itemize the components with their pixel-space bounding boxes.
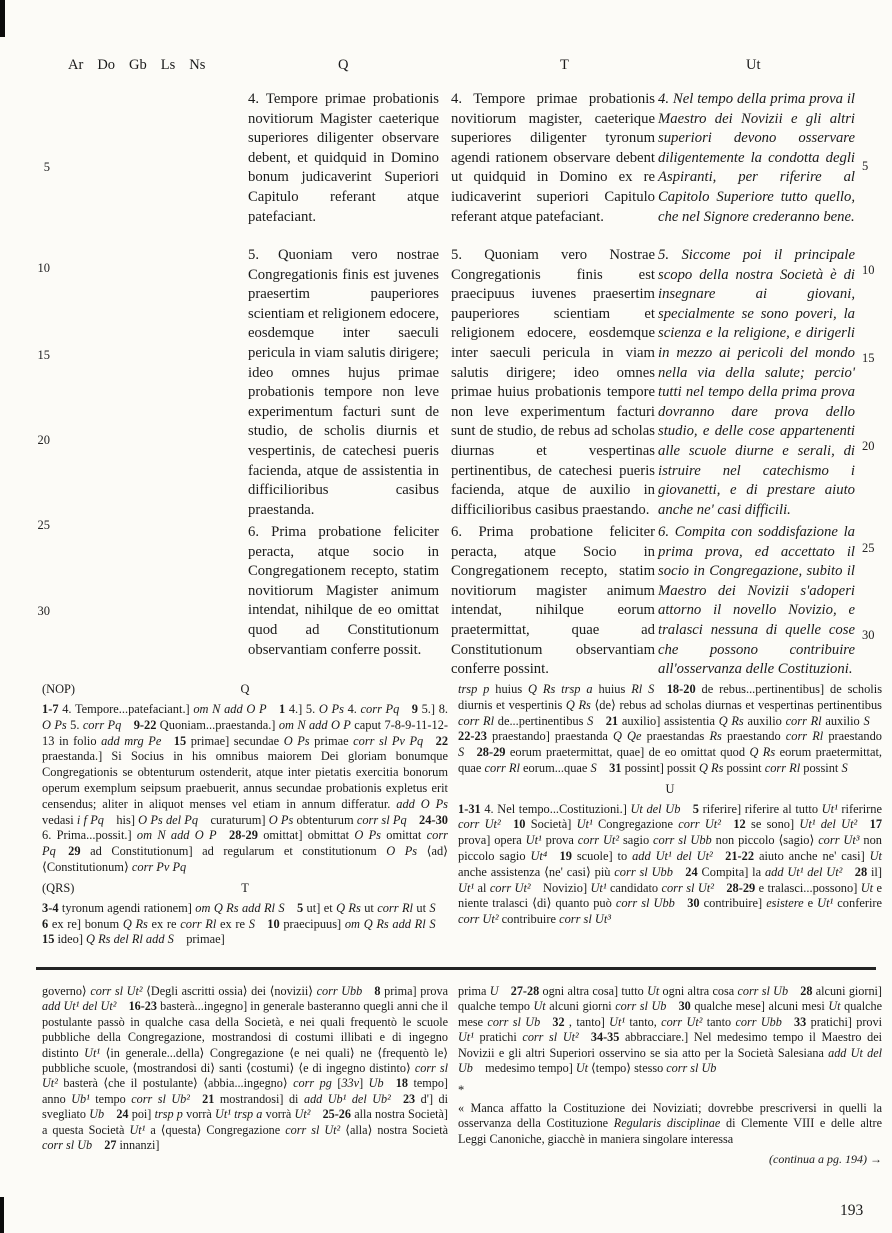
column-header-t: T bbox=[560, 57, 569, 73]
footer-apparatus-left bbox=[42, 984, 448, 1153]
page-number: 193 bbox=[840, 1202, 864, 1219]
line-number-right-15: 15 bbox=[862, 351, 875, 365]
manuscript-group-label-qrs: (QRS) bbox=[42, 880, 75, 895]
q-paragraph-4: 4. Tempore primae probationis novitiorum Magister caeterique superiores diligenter observare debent, et quidquid in Domino bonum judicaverint Superiori Capitulo referant atque patefaciant. bbox=[248, 91, 439, 225]
line-number-right-5: 5 bbox=[862, 159, 869, 173]
line-number-left-30: 30 bbox=[37, 604, 50, 618]
line-number-right-25: 25 bbox=[862, 541, 875, 555]
column-header-ut: Ut bbox=[746, 57, 761, 73]
scan-artifact-top bbox=[0, 0, 5, 37]
line-number-left-25: 25 bbox=[37, 518, 50, 532]
footnote-text: « Manca affatto la Costituzione dei Noviziati; dovrebbe prescriversi in quelli la osservanza della Costituzione Regularis disciplinae di Clemente VIII e delle altre Leggi Canoniche, giacchè in maniera singolare interessa bbox=[458, 1100, 882, 1146]
apparatus-siglum-q: Q bbox=[240, 682, 250, 696]
apparatus-t-entries-continued: trsp p huius Q Rs trsp a huius Rl S 18-20 de rebus...pertinentibus] de scholis diurnis et vespertinis Q Rs ⟨de⟩ rebus ad scholas diurnas et vespertinas pertinentibus corr Rl de...pertinentibus S 21 auxilio] assistentia Q Rs auxilio corr Rl auxilio S 22-23 praestando] praestanda Q Qe praestandas Rs praestando corr Rl praestando S 28-29 eorum praetermittat, quae] de eo omittat quod Q Rs eorum praetermittat, quae corr Rl eorum...quae S 31 possint] possit Q Rs possint corr Rl possint S bbox=[458, 682, 883, 775]
line-number-left-20: 20 bbox=[37, 433, 50, 447]
t-paragraph-4: 4. Tempore primae probationis novitiorum magister, caeterique superiores diligenter tyronum agendi rationem observare debent ut quidquid in Domino ex re iudicaverint superiori Capitulo referant atque patefaciant. bbox=[451, 91, 655, 225]
footer-apparatus-right bbox=[458, 984, 882, 1167]
apparatus-right-column bbox=[458, 682, 882, 928]
apparatus-q-entries: 1-7 4. Tempore...patefaciant.] om N add O P 1 4.] 5. O Ps 4. corr Pq 9 5.] 8. O Ps 5. corr Pq 9-22 Quoniam...praestanda.] om N add O P caput 7-8-9-11-12-13 in folio add mrg Pe 15 primae] secundae O Ps primae corr sl Pv Pq 22 praestanda.] Si Socius in his omnibus maiorem Dei gloriam bonumque Congregationis se obtenturum ostenderit, atque inter pietatis exercitia bonorum operum exemplum seipsum praebuerit, annus secundae probationis expletus erit censendus; aliter in aliquot menses vel etiam in annum differatur. add O Ps vedasi i f Pq his] O Ps del Pq curaturum] O Ps obtenturum corr sl Pq 24-30 6. Prima...possit.] om N add O P 28-29 omittat] obmittat O Ps omittat corr Pq 29 ad Constitutionum] ad regularum et constitutionum O Ps ⟨ad⟩ ⟨Constitutionum⟩ corr Pv Pq bbox=[42, 702, 449, 874]
apparatus-left-column bbox=[42, 682, 448, 948]
arrow-right-icon: → bbox=[867, 1152, 882, 1167]
line-number-right-30: 30 bbox=[862, 628, 875, 642]
footer-left-entries: governo⟩ corr sl Ut² ⟨Degli ascritti ossia⟩ dei ⟨novizii⟩ corr Ubb 8 prima] prova add Ut¹ del Ut² 16-23 basterà...ingegno] in generale basteranno quegli anni che il postulante passò in qualche casa della Società, e nei quali frequentò le scuole pubbliche della Congregazione, mostrandosi di costumi illibati e di ingegno distinto Ut¹ ⟨in generale...della⟩ Congregazione ⟨e nei quali⟩ ne ⟨frequentò le⟩ pubbliche scuole, ⟨mostrandosi di⟩ santi ⟨costumi⟩ ⟨e di ingegno distinto⟩ corr sl Ut² basterà ⟨che il postulante⟩ ⟨abbia...ingegno⟩ corr pg [33v] Ub 18 tempo] anno Ub¹ tempo corr sl Ub² 21 mostrandosi] di add Ub¹ del Ub² 23 d'] di svegliato Ub 24 poi] trsp p vorrà Ut¹ trsp a vorrà Ut² 25-26 alla nostra Società] a questa Società Ut¹ a ⟨questa⟩ Congregazione corr sl Ut² ⟨alla⟩ nostra Società corr sl Ub 27 innanzi] bbox=[42, 984, 449, 1153]
continuation-note bbox=[458, 1152, 882, 1167]
footnote-asterisk: * bbox=[458, 1083, 465, 1098]
ut-paragraph-5: 5. Siccome poi il principale scopo della nostra Società è di insegnare ai giovani, specialmente se sono poveri, la scienza e la religione, e dirigerli in mezzo ai pericoli del mondo nella via della salute; percio' tutti nel tempo della prima prova dovranno dare prova dello studio, e delle cose appartenenti alle scuole diurne e serali, di istruire nel catechismo i giovanetti, e di prestare aiuto anche ne' casi difficili. bbox=[658, 247, 855, 518]
q-paragraph-6: 6. Prima probatione feliciter peracta, atque socio in Congregationem recepto, statim novitiorum Magister animum intendat, nihilque de eo omittat quod ad Constitutionum observantiam conferre possit. bbox=[248, 524, 439, 658]
footer-divider-rule bbox=[36, 967, 876, 970]
siglum-ar: Ar bbox=[68, 57, 84, 73]
ut-paragraph-6: 6. Compita con soddisfazione la prima prova, ed accettato il socio in Congregazione, subito il Maestro dei Novizii s'adoperi attorno il novello Novizio, e tralasci nessuna di quelle cose che possono contribuire all'osservanza delle Costituzioni. bbox=[658, 524, 855, 678]
line-number-right-20: 20 bbox=[862, 439, 875, 453]
ut-paragraph-4: 4. Nel tempo della prima prova il Maestro dei Novizii e gli altri superiori devono osservare diligentemente la condotta degli Aspiranti, per riferire al Capitolo Superiore tutto quello, che nel Signore crederanno bene. bbox=[658, 91, 855, 225]
witness-sigla-row bbox=[68, 57, 205, 74]
continuation-text: (continua a pg. 194) bbox=[769, 1152, 867, 1167]
siglum-do: Do bbox=[97, 57, 116, 73]
footer-right-entries: prima U 27-28 ogni altra cosa] tutto Ut ogni altra cosa corr sl Ub 28 alcuni giorni] qualche tempo Ut alcuni giorni corr sl Ub 30 qualche mese] alcuni mesi Ut qualche mese corr sl Ub 32 , tanto] Ut¹ tanto, corr Ut² tanto corr Ubb 33 pratichi] provi Ut¹ pratichi corr sl Ut² 34-35 abbracciare.] Nel medesimo tempo il Maestro dei Novizii e gli altri Superiori osservino se sia atto per la Società Salesiana add Ut del Ub medesimo tempo] Ut ⟨tempo⟩ stesso corr sl Ub bbox=[458, 984, 883, 1076]
apparatus-u-entries: 1-31 4. Nel tempo...Costituzioni.] Ut del Ub 5 riferire] riferire al tutto Ut¹ riferirne corr Ut² 10 Società] Ut¹ Congregazione corr Ut² 12 se sono] Ut¹ del Ut² 17 prova] opera Ut¹ prova corr Ut² sagio corr sl Ubb non piccolo ⟨sagio⟩ corr Ut³ non piccolo sagio Ut⁴ 19 scuole] to add Ut¹ del Ut² 21-22 aiuto anche ne' casi] Ut anche assistenza ⟨ne' casi⟩ più corr sl Ubb 24 Compita] la add Ut¹ del Ut² 28 il] Ut¹ al corr Ut² Novizio] Ut¹ candidato corr sl Ut² 28-29 e tralasci...possono] Ut e niente tralasci ⟨di⟩ quanto può corr sl Ubb 30 contribuire] esistere e Ut¹ conferire corr Ut² contribuire corr sl Ut³ bbox=[458, 801, 883, 927]
line-number-left-10: 10 bbox=[37, 261, 50, 275]
column-header-q: Q bbox=[338, 57, 349, 73]
t-paragraph-5: 5. Quoniam vero Nostrae Congregationis finis est praecipuus iuvenes praesertim pauperiores scientiam et religionem edocere, eosdemque inter saeculi pericula in viam salutis dirigere; ideo omnes primae huius probationis tempore non leve experimentum facturi sunt de studio, de rebus ad scholas diurnas et vespertinas pertinentibus, de catechesi pueris facienda, atque de auxilio in difficilioribus casibus praestando. bbox=[451, 247, 655, 518]
apparatus-siglum-u: U bbox=[665, 781, 675, 796]
siglum-gb: Gb bbox=[129, 57, 147, 73]
apparatus-t-entries: 3-4 tyronum agendi rationem] om Q Rs add Rl S 5 ut] et Q Rs ut corr Rl ut S 6 ex re] bonum Q Rs ex re corr Rl ex re S 10 praecipuus] om Q Rs add Rl S 15 ideo] Q Rs del Rl add S primae] bbox=[42, 900, 436, 947]
line-number-left-5: 5 bbox=[43, 160, 50, 174]
scan-artifact-bottom bbox=[0, 1197, 4, 1233]
apparatus-qrs-header bbox=[42, 881, 448, 897]
siglum-ns: Ns bbox=[189, 57, 206, 73]
q-paragraph-5: 5. Quoniam vero nostrae Congregationis finis est juvenes praesertim pauperiores scientiam et religionem edocere, eosdemque inter saeculi pericula in viam salutis dirigere; ideo omnes hujus primae probationis tempore non leve experimentum facturi sunt de studio, de scholis diurnis et vespertinis, de catechesi pueris facienda, atque de assistentia in difficilioribus casibus praestanda. bbox=[248, 247, 439, 518]
t-paragraph-6: 6. Prima probatione feliciter peracta, atque Socio in Congregationem recepto, statim novitiorum magister animum intendat, nihilque eorum praetermittat, quae ad Constitutionum observantiam conferre possint. bbox=[451, 524, 655, 678]
line-number-left-15: 15 bbox=[37, 348, 50, 362]
apparatus-nop-header bbox=[42, 682, 448, 698]
siglum-ls: Ls bbox=[160, 57, 176, 73]
manuscript-group-label-nop: (NOP) bbox=[42, 682, 76, 696]
line-number-right-10: 10 bbox=[862, 263, 875, 277]
apparatus-siglum-t: T bbox=[241, 880, 249, 895]
